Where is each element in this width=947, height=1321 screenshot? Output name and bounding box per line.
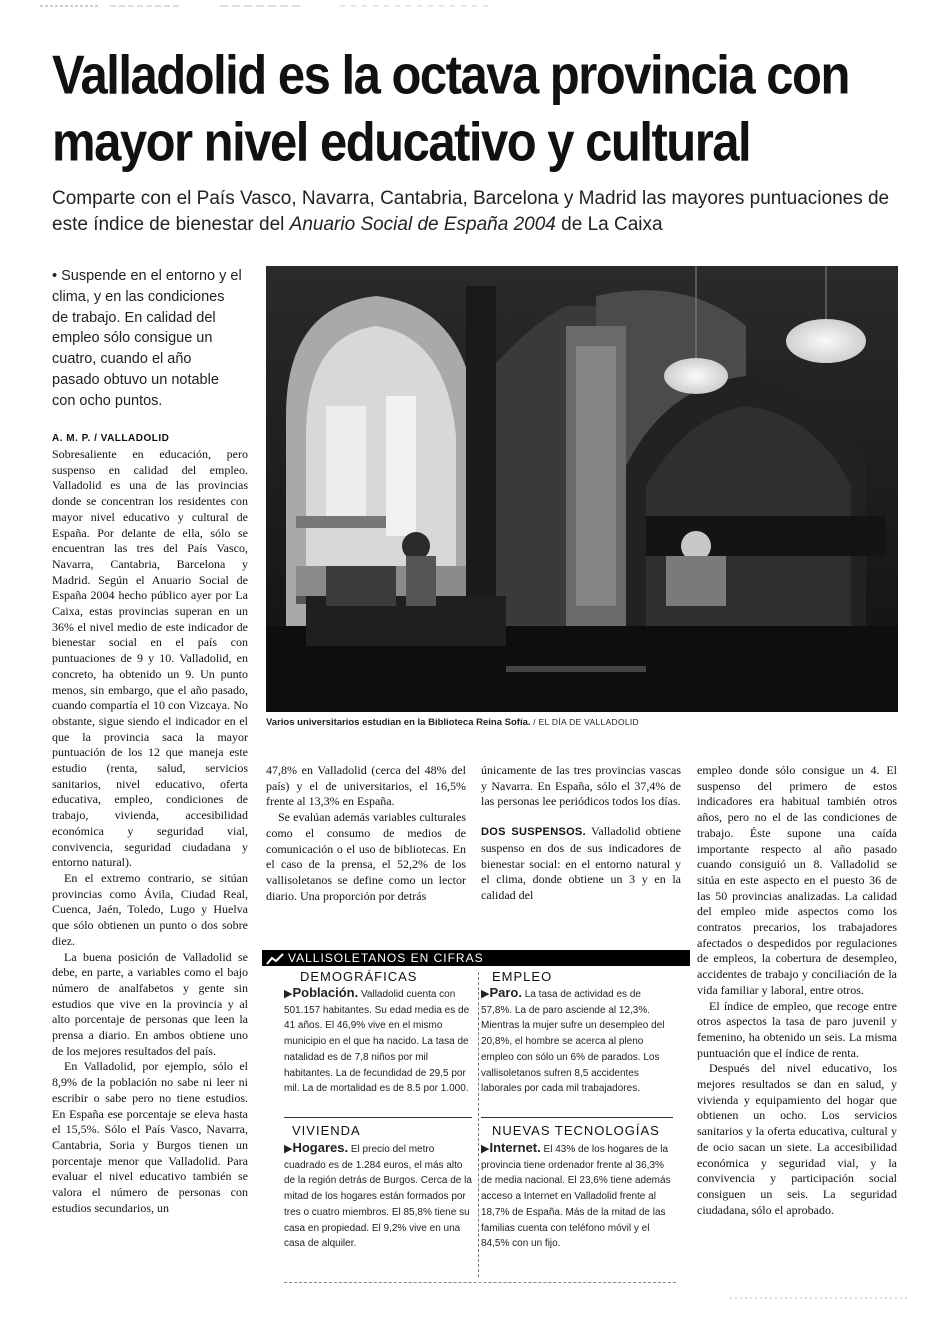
cifras-text: El precio del metro cuadrado es de 1.284 euros, el más alto de la región detrás de Burgos. Cerca de la mitad de los hogares están formados por tres o cuatro miembros. El 85,8% tiene su casa en propiedad. El 9,2% vive en una casa de alquiler. [284,1144,472,1250]
photo-credit: / EL DÍA DE VALLADOLID [530,717,639,727]
cifras-vivienda [284,1140,476,1252]
article-column-3 [481,763,681,904]
paragraph-text: Valladolid obtiene suspenso en dos de sus indicadores de bienestar social: en el entorno natural y el clima, donde obtiene un 3 y en la calidad del [481,824,681,902]
cifras-tecnologias [481,1140,673,1252]
paragraph: En Valladolid, por ejemplo, sólo el 8,9% de la población no sabe ni leer ni escribir o sabe pero no tiene estudios. En España ese porcentaje se eleva hasta el 15,5%. Sólo el País Vasco, Navarra, Cantabria, Soria y Burgos tienen un porcentaje menor que Valladolid. Para evaluar el nivel educativo también se valora el número de personas con estudios secundarios, un [52,1059,248,1215]
paragraph [481,824,681,904]
cifras-key: Internet. [489,1140,541,1155]
library-photo-image [266,266,898,712]
article-column-4 [697,763,897,1218]
paragraph: En el extremo contrario, se sitúan provincias como Ávila, Ciudad Real, Cuenca, Jaén, Toledo, Lugo y Huelva que sólo obtienen un punto o dos sobre diez. [52,870,248,948]
caption-text: Varios universitarios estudian en la Biblioteca Reina Sofía. [266,717,531,728]
cifras-divider [284,1117,472,1118]
arrow-right-icon: ▶ [481,988,490,1000]
paragraph: únicamente de las tres provincias vascas y Navarra. En España, sólo el 37,4% de las personas lee periódicos todos los días. [481,763,681,809]
cifras-key: Paro. [489,985,522,1000]
cifras-key: Hogares. [292,1140,349,1155]
chart-trend-icon [266,952,284,966]
paragraph: Después del nivel educativo, los mejores resultados se dan en salud, y vivienda y equipamiento del hogar que obtienen un ocho. Los servicios sanitarios y la oferta educativa, cultural y de ocio sacan un siete. La accesibilidad económica y seguridad vial, y la convivencia y participación social consiguen un seis. La seguridad ciudadana, sólo el aprobado. [697,1061,897,1217]
byline: A. M. P. / VALLADOLID [52,433,170,444]
section-intro: DOS SUSPENSOS. [481,826,586,839]
photo-caption [266,717,906,728]
library-photo [266,266,898,712]
cifras-divider [481,1117,673,1118]
article-column-1 [52,447,248,1216]
paragraph: Se evalúan además variables culturales como el consumo de medios de comunicación o el uso de bibliotecas. En el caso de la prensa, el 52,2% de los vallisoletanos se define como un lector diario. Una proporción por detrás [266,810,466,903]
article-column-2 [266,763,466,904]
paragraph: empleo donde sólo consigue un 4. El suspenso del primero de estos indicadores era habitual también otros años, pero no el de las condiciones de trabajo. Éste supone una caída importante respecto al año pasado cuando consiguió un 8. Valladolid se sitúa en este aspecto en el puesto 36 de las 50 provincias analizadas. La calidad del empleo mide aspectos como los contratos precarios, los trabajadores afectados o despedidos por regulaciones de empleos, la cobertura de desempleo, accidentes de trabajo y conciliación de la vida familiar y laboral, entre otros. [697,763,897,997]
cifras-heading-demograficas: DEMOGRÁFICAS [300,969,418,984]
cifras-heading-tecnologias: NUEVAS TECNOLOGÍAS [492,1123,660,1138]
cifras-bottom-rule [284,1282,676,1283]
paragraph: 47,8% en Valladolid (cerca del 48% del país) y el de universitarios, el 16,5% frente al 13,3% en España. [266,763,466,809]
cifras-column-divider [478,972,479,1277]
scan-marks-bottom [730,1295,910,1301]
headline: Valladolid es la octava provincia con mayor nivel educativo y cultural [52,45,849,174]
cifras-heading-empleo: EMPLEO [492,969,553,984]
subtitle-text: Comparte con el País Vasco, Navarra, Cantabria, Barcelona y Madrid las mayores puntuaciones de este índice de bienestar del [52,188,890,235]
subtitle-source: de La Caixa [555,214,663,235]
cifras-title-bar [262,950,690,966]
cifras-text: El 43% de los hogares de la provincia tiene ordenador frente al 36,3% de media nacional. El 23,6% tiene además acceso a Internet en Valladolid frente al 18,7% de España. Más de la mitad de las familias cuenta con teléfono móvil y el 84,5% con un fijo. [481,1144,671,1250]
scan-marks [40,2,500,10]
cifras-title: VALLISOLETANOS EN CIFRAS [288,951,484,965]
arrow-right-icon: ▶ [284,988,293,1000]
lead-summary: • Suspende en el entorno y el clima, y en las condiciones de trabajo. En calidad del empleo sólo consigue un cuatro, cuando el año pasado obtuvo un notable con ocho puntos. [52,268,242,409]
subtitle-publication: Anuario Social de España 2004 [289,214,556,235]
cifras-empleo [481,985,673,1097]
cifras-demograficas [284,985,476,1097]
cifras-heading-vivienda: VIVIENDA [292,1123,361,1138]
paragraph: La buena posición de Valladolid se debe, en parte, a variables como el bajo número de analfabetos y gente sin estudios que vive en la provincia y al alto porcentaje de personas que leen la prensa a diario. En ambos obtiene uno de los mejores resultados del país. [52,949,248,1058]
cifras-text: Valladolid cuenta con 501.157 habitantes. Su edad media es de 41 años. El 46,9% vive en el mismo municipio en el que ha nacido. La tasa de natalidad es de 7,8 niños por mil habitantes. La de fecundidad de 29,5 por mil. La de mortalidad es de 8.5 por 1.000. [284,989,470,1095]
cifras-key: Población. [292,985,359,1000]
paragraph: El índice de empleo, que recoge entre otros aspectos la tasa de paro juvenil y femenino, ha obtenido un seis. La misma puntuación que el índice de renta. [697,998,897,1060]
paragraph: Sobresaliente en educación, pero suspenso en calidad del empleo. Valladolid es una de las provincias donde se concentran los residentes con mayor nivel educativo y cultural de España. Por delante de ella, sólo se encuentran las tres del País Vasco, Navarra, Cantabria, Barcelona y Madrid. Según el Anuario Social de España 2004 hecho público ayer por La Caixa, estas provincias superan en un 36% el nivel medio de este indicador de bienestar social en el país con puntuaciones de 9 y 10. Valladolid, en concreto, ha obtenido un 9. Un punto menos, sin embargo, que el año pasado, cuando compartía el 10 con Vizcaya. No obstante, sigue siendo el indicador en el que la provincia saca la mayor puntuación de los 12 que maneja este estudio (renta, salud, servicios sanitarios, nivel educativo, oferta educativa, empleo, condiciones de trabajo, vivienda, accesibilidad económica y seguridad vial, convivencia, seguridad ciudadana y entorno natural). [52,447,248,870]
arrow-right-icon: ▶ [284,1143,293,1155]
arrow-right-icon: ▶ [481,1143,490,1155]
subtitle [52,186,912,238]
cifras-text: La tasa de actividad es de 57,8%. La de paro asciende al 12,3%. Mientras la mujer sufre un desempleo del 20,8%, el hombre se acerca al pleno empleo con sólo un 6% de parados. Los vallisoletanos sufren 8,5 accidentes laborales por cada mil trabajadores. [481,989,665,1095]
